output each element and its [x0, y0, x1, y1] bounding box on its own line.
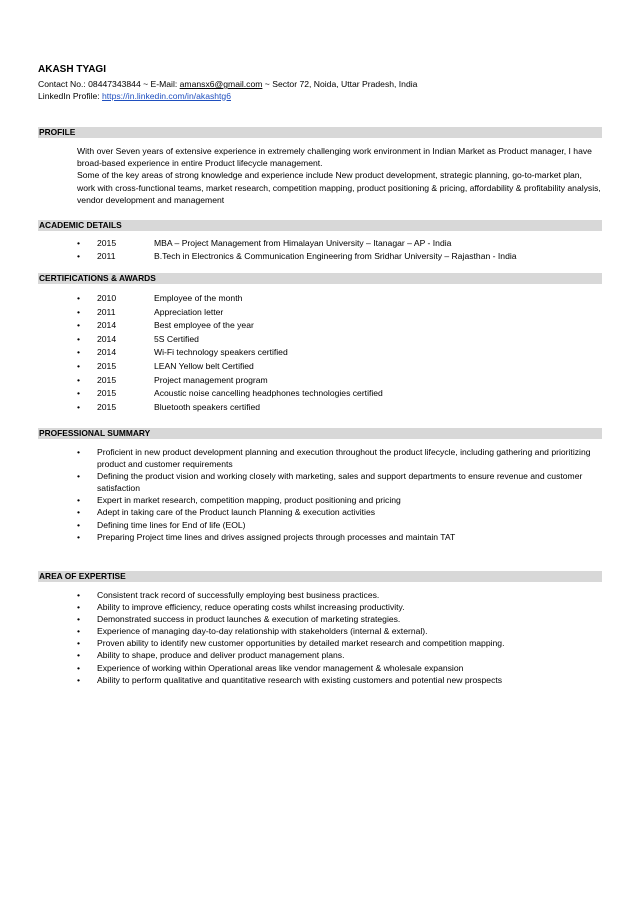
bullet-icon: •	[77, 495, 81, 506]
expertise-list	[77, 589, 602, 686]
section-heading-expertise: AREA OF EXPERTISE	[38, 571, 602, 582]
certification-item	[77, 360, 602, 374]
summary-text: Preparing Project time lines and drives assigned projects through processes and maintain TAT	[97, 531, 456, 542]
bullet-icon: •	[77, 320, 81, 331]
bullet-icon: •	[77, 360, 81, 371]
bullet-icon: •	[77, 626, 81, 637]
bullet-icon: •	[77, 507, 81, 518]
bullet-icon: •	[77, 447, 81, 457]
bullet-icon: •	[77, 674, 81, 685]
cert-year: 2015	[97, 401, 117, 412]
cert-year: 2015	[97, 360, 117, 371]
academic-text: B.Tech in Electronics & Communication Engineering from Sridhar University – Rajasthan - India	[154, 250, 517, 261]
expertise-text: Ability to improve efficiency, reduce operating costs whilst increasing productivity.	[97, 602, 405, 613]
expertise-item	[77, 625, 602, 637]
expertise-text: Ability to perform qualitative and quantitative research with existing customers and potential new prospects	[97, 674, 503, 685]
academic-year: 2011	[97, 250, 116, 261]
expertise-text: Proven ability to identify new customer opportunities by detailed market research and competition mapping.	[97, 638, 505, 649]
expertise-item	[77, 637, 602, 649]
bullet-icon: •	[77, 662, 81, 673]
cert-year: 2011	[97, 306, 116, 317]
bullet-icon: •	[77, 471, 81, 482]
cert-text: Project management program	[154, 374, 268, 385]
cert-text: Best employee of the year	[154, 320, 254, 331]
contact-prefix: Contact No.: 08447343844 ~ E-Mail:	[38, 79, 180, 89]
cert-text: Acoustic noise cancelling headphones technologies certified	[154, 388, 383, 399]
expertise-item	[77, 674, 602, 686]
expertise-item	[77, 613, 602, 625]
email-link[interactable]: amansx6@gmail.com	[179, 79, 263, 89]
cert-year: 2014	[97, 320, 117, 331]
expertise-text: Experience of managing day-to-day relationship with stakeholders (internal & external).	[97, 626, 428, 637]
cert-year: 2015	[97, 374, 117, 385]
summary-text: Defining the product vision and working closely with marketing, sales and support departments to ensure revenue and customer satisfaction	[97, 471, 583, 494]
summary-list	[77, 446, 602, 543]
bullet-icon: •	[77, 650, 81, 661]
cert-text: Appreciation letter	[154, 306, 224, 317]
summary-item	[77, 531, 602, 543]
section-heading-academic: ACADEMIC DETAILS	[38, 220, 602, 231]
expertise-item	[77, 662, 602, 674]
section-heading-certifications: CERTIFICATIONS & AWARDS	[38, 273, 602, 284]
bullet-icon: •	[77, 638, 81, 649]
cert-year: 2010	[97, 293, 117, 303]
certification-item	[77, 346, 602, 360]
cert-text: Bluetooth speakers certified	[154, 401, 261, 412]
cert-text: Wi-Fi technology speakers certified	[154, 347, 288, 358]
cert-year: 2014	[97, 333, 117, 344]
cert-year: 2014	[97, 347, 117, 358]
summary-item	[77, 506, 602, 518]
summary-item	[77, 446, 602, 470]
certification-item	[77, 401, 602, 415]
certification-item	[77, 333, 602, 347]
linkedin-link[interactable]: https://in.linkedin.com/in/akashtg6	[102, 90, 231, 101]
linkedin-label: LinkedIn Profile:	[38, 90, 103, 101]
academic-year: 2015	[97, 238, 117, 248]
summary-item	[77, 519, 602, 531]
section-heading-summary: PROFESSIONAL SUMMARY	[38, 428, 602, 439]
candidate-name: AKASH TYAGI	[38, 64, 106, 75]
linkedin-line	[38, 91, 603, 103]
contact-line	[38, 79, 603, 91]
bullet-icon: •	[77, 293, 81, 303]
bullet-icon: •	[77, 531, 81, 542]
summary-text: Adept in taking care of the Product launch Planning & execution activities	[97, 507, 376, 518]
cert-text: Employee of the month	[154, 293, 243, 303]
section-heading-profile: PROFILE	[38, 127, 602, 138]
profile-paragraph: Some of the key areas of strong knowledge and experience include New product development, strategic planning, go-to-market plan, work with cross-functional teams, market research, competition mapping, product positioning & pricing, affordability & profitability analysis, vendor development and management	[77, 170, 601, 205]
summary-text: Proficient in new product development planning and execution throughout the product lifecycle, including gathering and prioritizing product and customer requirements	[97, 447, 591, 470]
summary-item	[77, 494, 602, 506]
bullet-icon: •	[77, 374, 81, 385]
bullet-icon: •	[77, 347, 81, 358]
academic-list	[77, 237, 602, 262]
academic-item	[77, 237, 602, 250]
summary-text: Expert in market research, competition mapping, product positioning and pricing	[97, 495, 401, 506]
certification-item	[77, 292, 602, 306]
summary-item	[77, 470, 602, 494]
expertise-item	[77, 589, 602, 601]
resume-header	[38, 64, 603, 102]
bullet-icon: •	[77, 614, 81, 625]
cert-text: LEAN Yellow belt Certified	[154, 360, 254, 371]
expertise-text: Consistent track record of successfully employing best business practices.	[97, 590, 380, 600]
expertise-item	[77, 601, 602, 613]
bullet-icon: •	[77, 388, 81, 399]
bullet-icon: •	[77, 401, 81, 412]
expertise-item	[77, 649, 602, 661]
profile-body	[77, 145, 602, 206]
cert-text: 5S Certified	[154, 333, 199, 344]
certification-item	[77, 306, 602, 320]
expertise-text: Demonstrated success in product launches & execution of marketing strategies.	[97, 614, 401, 625]
cert-year: 2015	[97, 388, 117, 399]
contact-suffix: ~ Sector 72, Noida, Uttar Pradesh, India	[262, 79, 418, 89]
certification-item	[77, 387, 602, 401]
certification-item	[77, 319, 602, 333]
academic-text: MBA – Project Management from Himalayan University – Itanagar – AP - India	[154, 238, 452, 248]
bullet-icon: •	[77, 333, 81, 344]
bullet-icon: •	[77, 602, 81, 613]
bullet-icon: •	[77, 519, 81, 530]
bullet-icon: •	[77, 306, 81, 317]
bullet-icon: •	[77, 238, 81, 248]
summary-text: Defining time lines for End of life (EOL)	[97, 519, 246, 530]
certifications-list	[77, 292, 602, 414]
academic-item	[77, 250, 602, 263]
bullet-icon: •	[77, 590, 81, 600]
expertise-text: Experience of working within Operational areas like vendor management & wholesale expansion	[97, 662, 464, 673]
certification-item	[77, 374, 602, 388]
expertise-text: Ability to shape, produce and deliver product management plans.	[97, 650, 345, 661]
bullet-icon: •	[77, 250, 81, 261]
profile-paragraph: With over Seven years of extensive experience in extremely challenging work environment in Indian Market as Product manager, I have broad-based experience in entire Product lifecycle management.	[77, 146, 592, 169]
